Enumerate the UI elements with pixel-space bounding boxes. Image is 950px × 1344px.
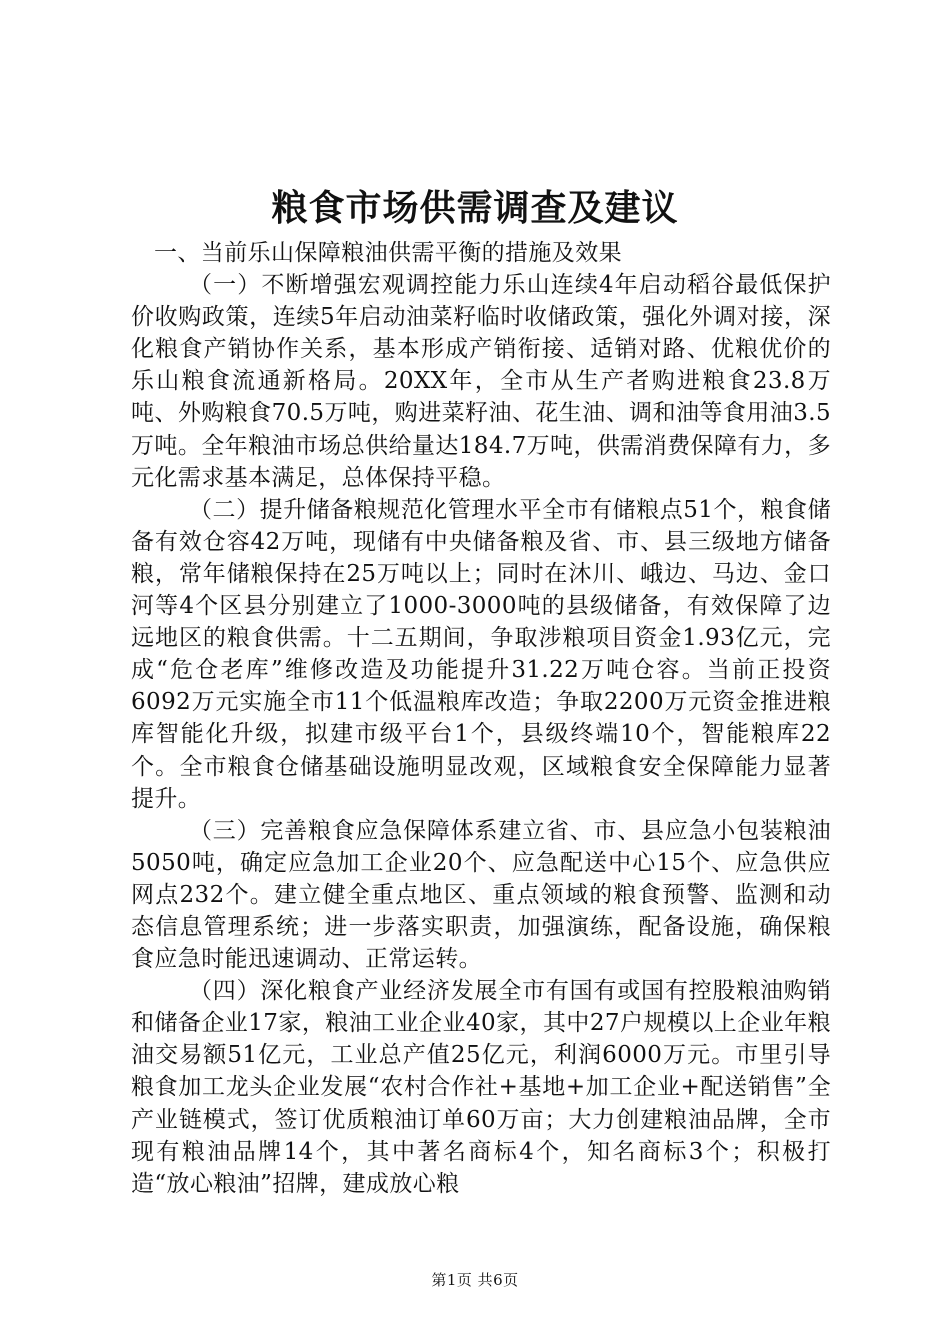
document-body [131,237,831,1200]
document-title: 粮食市场供需调查及建议 [271,188,679,229]
paragraph-1: （一）不断增强宏观调控能力乐山连续4年启动稻谷最低保护价收购政策，连续5年启动油菜籽临时收储政策，强化外调对接，深化粮食产销协作关系，基本形成产销衔接、适销对路、优粮优价的乐山粮食流通新格局。20XX年，全市从生产者购进粮食23.8万吨、外购粮食70.5万吨，购进菜籽油、花生油、调和油等食用油3.5万吨。全年粮油市场总供给量达184.7万吨，供需消费保障有力，多元化需求基本满足，总体保持平稳。 [131,272,831,491]
paragraph-2: （二）提升储备粮规范化管理水平全市有储粮点51个，粮食储备有效仓容42万吨，现储有中央储备粮及省、市、县三级地方储备粮，常年储粮保持在25万吨以上；同时在沐川、峨边、马边、金口河等4个区县分别建立了1000-3000吨的县级储备，有效保障了边远地区的粮食供需。十二五期间，争取涉粮项目资金1.93亿元，完成“危仓老库”维修改造及功能提升31.22万吨仓容。当前正投资6092万元实施全市11个低温粮库改造；争取2200万元资金推进粮库智能化升级，拟建市级平台1个，县级终端10个，智能粮库22个。全市粮食仓储基础设施明显改观，区域粮食安全保障能力显著提升。 [131,496,831,812]
page-footer: 第1页 共6页 [431,1271,519,1289]
paragraph-4: （四）深化粮食产业经济发展全市有国有或国有控股粮油购销和储备企业17家，粮油工业企业40家，其中27户规模以上企业年粮油交易额51亿元，工业总产值25亿元，利润6000万元。市里引导粮食加工龙头企业发展“农村合作社+基地+加工企业+配送销售”全产业链模式，签订优质粮油订单60万亩；大力创建粮油品牌，全市现有粮油品牌14个，其中著名商标4个，知名商标3个；积极打造“放心粮油”招牌，建成放心粮 [131,978,831,1197]
paragraph-3: （三）完善粮食应急保障体系建立省、市、县应急小包装粮油5050吨，确定应急加工企业20个、应急配送中心15个、应急供应网点232个。建立健全重点地区、重点领域的粮食预警、监测和动态信息管理系统；进一步落实职责，加强演练，配备设施，确保粮食应急时能迅速调动、正常运转。 [131,817,831,973]
section-heading: 一、当前乐山保障粮油供需平衡的措施及效果 [154,240,622,266]
